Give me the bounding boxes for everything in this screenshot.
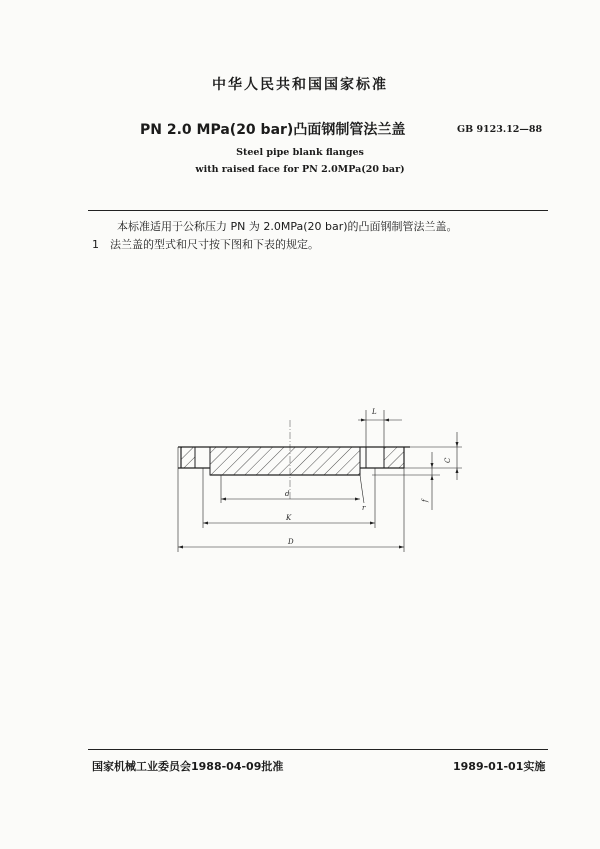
- label-r: r: [362, 504, 366, 512]
- effective-date: 1989-01-01实施: [453, 760, 546, 773]
- label-C: C: [444, 457, 452, 463]
- label-D: D: [288, 538, 294, 546]
- standard-number: GB 9123.12—88: [457, 124, 543, 135]
- dimension-C-f: [372, 432, 462, 510]
- label-K: K: [286, 514, 292, 522]
- blank-flange-drawing: [0, 380, 600, 580]
- issue-date: 国家机械工业委员会1988-04-09批准: [92, 760, 284, 773]
- label-L: L: [372, 408, 377, 416]
- standard-title: PN 2.0 MPa(20 bar)凸面钢制管法兰盖: [140, 122, 406, 138]
- dimension-d: [221, 475, 366, 512]
- dimension-L: [358, 408, 402, 447]
- english-title-line-2: with raised face for PN 2.0MPa(20 bar): [195, 164, 405, 175]
- english-title-line-1: Steel pipe blank flanges: [236, 147, 364, 158]
- footer-divider: [88, 749, 548, 750]
- dimension-K: [203, 468, 375, 528]
- national-standard-title: 中华人民共和国国家标准: [212, 77, 388, 93]
- scope-paragraph: 本标准适用于公称压力 PN 为 2.0MPa(20 bar)的凸面钢制管法兰盖。: [117, 220, 458, 233]
- header-divider: [88, 210, 548, 211]
- label-f: f: [421, 499, 429, 502]
- label-d: d: [285, 490, 290, 498]
- clause-1-paragraph: 1 法兰盖的型式和尺寸按下图和下表的规定。: [92, 238, 319, 251]
